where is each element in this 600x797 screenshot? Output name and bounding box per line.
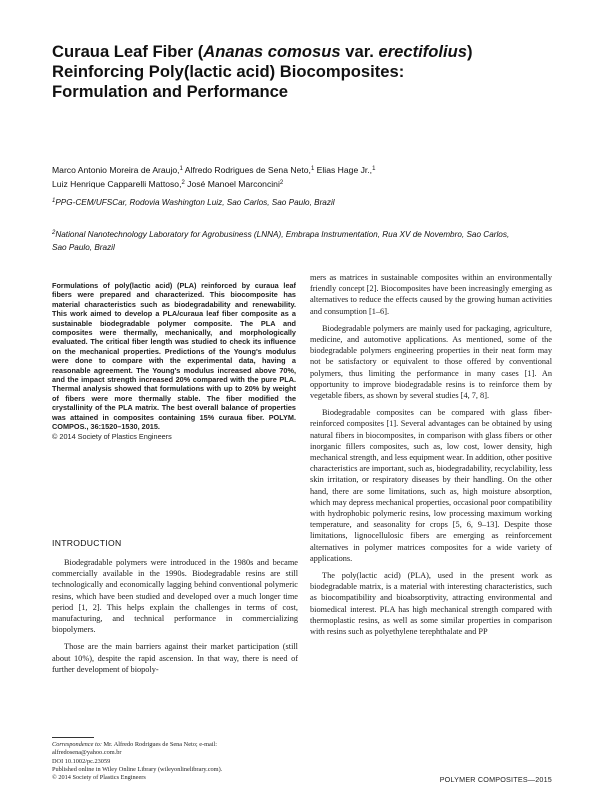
- paper-title: [52, 42, 552, 102]
- footnote-divider: [52, 737, 94, 738]
- affiliation-2-marker: 2: [52, 230, 56, 236]
- author-3: Elias Hage Jr.,: [314, 165, 373, 175]
- section-heading-introduction: INTRODUCTION: [52, 538, 122, 548]
- left-column-text: [52, 557, 298, 681]
- correspondence-text: Mr. Alfredo Rodrigues de Sena Neto; e-mail:: [101, 741, 218, 748]
- published-online: Published online in Wiley Online Library (wileyonlinelibrary.com).: [52, 765, 223, 773]
- paragraph-continuation: mers as matrices in sustainable composites within an environmentally friendly concept [2]. Biocomposites have been increasingly emerging as alternatives to reduce the effects caused by the growing human activities and consumption [1–6].: [310, 273, 552, 316]
- author-3-affil: 1: [372, 166, 376, 172]
- title-line1-prefix: Curaua Leaf Fiber (: [52, 42, 204, 61]
- title-line3: Formulation and Performance: [52, 82, 289, 101]
- doi[interactable]: DOI 10.1002/pc.23059: [52, 757, 111, 765]
- affiliation-2: [52, 227, 522, 254]
- abstract: [52, 281, 296, 441]
- author-1-affil: 1: [179, 166, 183, 172]
- footnote-copyright: © 2014 Society of Plastics Engineers: [52, 774, 146, 782]
- title-line1-suffix: ): [467, 42, 473, 61]
- paragraph: Those are the main barriers against their market participation (still about 10%), despite the rapid ascension. In that way, there is need of further development of biopoly-: [52, 642, 298, 674]
- paragraph: Biodegradable composites can be compared with glass fiber-reinforced composites [1]. Several advantages can be obtained by using natural fibers in biocomposites, in comparison with glass fibers or other inorganic fillers composites, such as, low cost, lower density, high mechanical strength, and less equipment wear. In addition, other positive characteristics are important, such as, biodegradability, recyclability, less skin irritation, or respiratory diseases by their handling. On the other hand, there are some limitations, such as, high moisture absorption, which may depress mechanical properties, occasional poor compatibility with hydrophobic polymeric resins, low processing maximum working temperature, and seasonality for crops [5, 6, 9–13]. Despite those limitations, lignocellulosic fibers are emerging as reinforcement alternatives in polymer matrices composites for a wide variety of applications.: [310, 408, 552, 563]
- author-2-affil: 1: [310, 166, 315, 172]
- abstract-text: Formulations of poly(lactic acid) (PLA) reinforced by curaua leaf fibers were prepared and characterized. This biocomposite has material characteristics such as biodegradability and renewability. This work aimed to develop a PLA/curaua leaf fiber composite as a sustainable biodegradable polymer composite. The PLA and composites were thermally, mechanically, and morphologically evaluated. The critical fiber length was studied to check its influence on the mechanical properties. Predictions of the Young's modulus were done to compare with the experimental data, having a reasonable agreement. The Young's modulus increased above 70%, and the impact strength increased 20% compared with the pure PLA. Thermal analysis showed that formulations with up to 20% by weight of fibers were more thermally stable. The fiber modified the crystallinity of the PLA matrix. The best overall balance of properties was attained in composites containing 15% curaua fiber. POLYM. COMPOS., 36:1520–1530, 2015.: [52, 281, 296, 432]
- title-variety: erectifolius: [378, 42, 467, 61]
- paragraph: Biodegradable polymers are mainly used for packaging, agriculture, medicine, and automotive applications. As mentioned, some of the biodegradable polymers engineering properties in their neat form may not be satisfactory or equivalent to those offered by conventional polymers, thus limiting the performance in many cases [1]. An opportunity to improve biodegradable resins is to reinforce them by vegetable fibers, as shown by several studies [4, 7, 8].: [310, 323, 552, 401]
- author-1: Marco Antonio Moreira de Araujo,: [52, 165, 180, 175]
- paragraph: The poly(lactic acid) (PLA), used in the present work as biodegradable matrix, is a material with interesting characteristics, such as biocompatibility and bioabsorptivity, attracting environmental and biomedical interest. PLA has high mechanical strength compared with thermoplastic resins, as well as some similar properties in comparison with resins such as polyethylene terephthalate and PP: [310, 571, 552, 637]
- footnote: [52, 741, 298, 782]
- title-line2: Reinforcing Poly(lactic acid) Biocomposites:: [52, 62, 405, 81]
- title-var: var.: [340, 42, 379, 61]
- correspondence-label: Correspondence to:: [52, 741, 102, 748]
- affiliation-1-marker: 1: [52, 198, 56, 204]
- right-column-text: [310, 272, 552, 643]
- paragraph: Biodegradable polymers were introduced in the 1980s and became commercially available in the 1990s. Biodegradable resins are still technologically and economically lagging behind conventional polymeric resins, which have been studied and developed over a much longer time period [1, 2]. This helps explain the challenges in terms of cost, manufacturing, and technical performance in commercializing biopolymers.: [52, 558, 298, 635]
- affiliation-1: [52, 195, 522, 210]
- title-species: Ananas comosus: [203, 42, 341, 61]
- journal-footer: POLYMER COMPOSITES—2015: [439, 775, 552, 784]
- author-list: [52, 163, 552, 191]
- author-4-affil: 2: [181, 180, 185, 186]
- author-4: Luiz Henrique Capparelli Mattoso,: [52, 179, 182, 189]
- correspondence-email[interactable]: alfredosena@yahoo.com.br: [52, 749, 122, 757]
- author-2: Alfredo Rodrigues de Sena Neto,: [182, 165, 311, 175]
- author-5: José Manoel Marconcini: [184, 179, 280, 189]
- author-5-affil: 2: [279, 180, 284, 186]
- affiliation-1-text: PPG-CEM/UFSCar, Rodovia Washington Luiz, Sao Carlos, Sao Paulo, Brazil: [55, 198, 335, 207]
- abstract-copyright: © 2014 Society of Plastics Engineers: [52, 431, 172, 441]
- affiliation-2-text: National Nanotechnology Laboratory for Agrobusiness (LNNA), Embrapa Instrumentation, Rua XV de Novembro, Sao Carlos, Sao Paulo, Brazil: [52, 230, 510, 252]
